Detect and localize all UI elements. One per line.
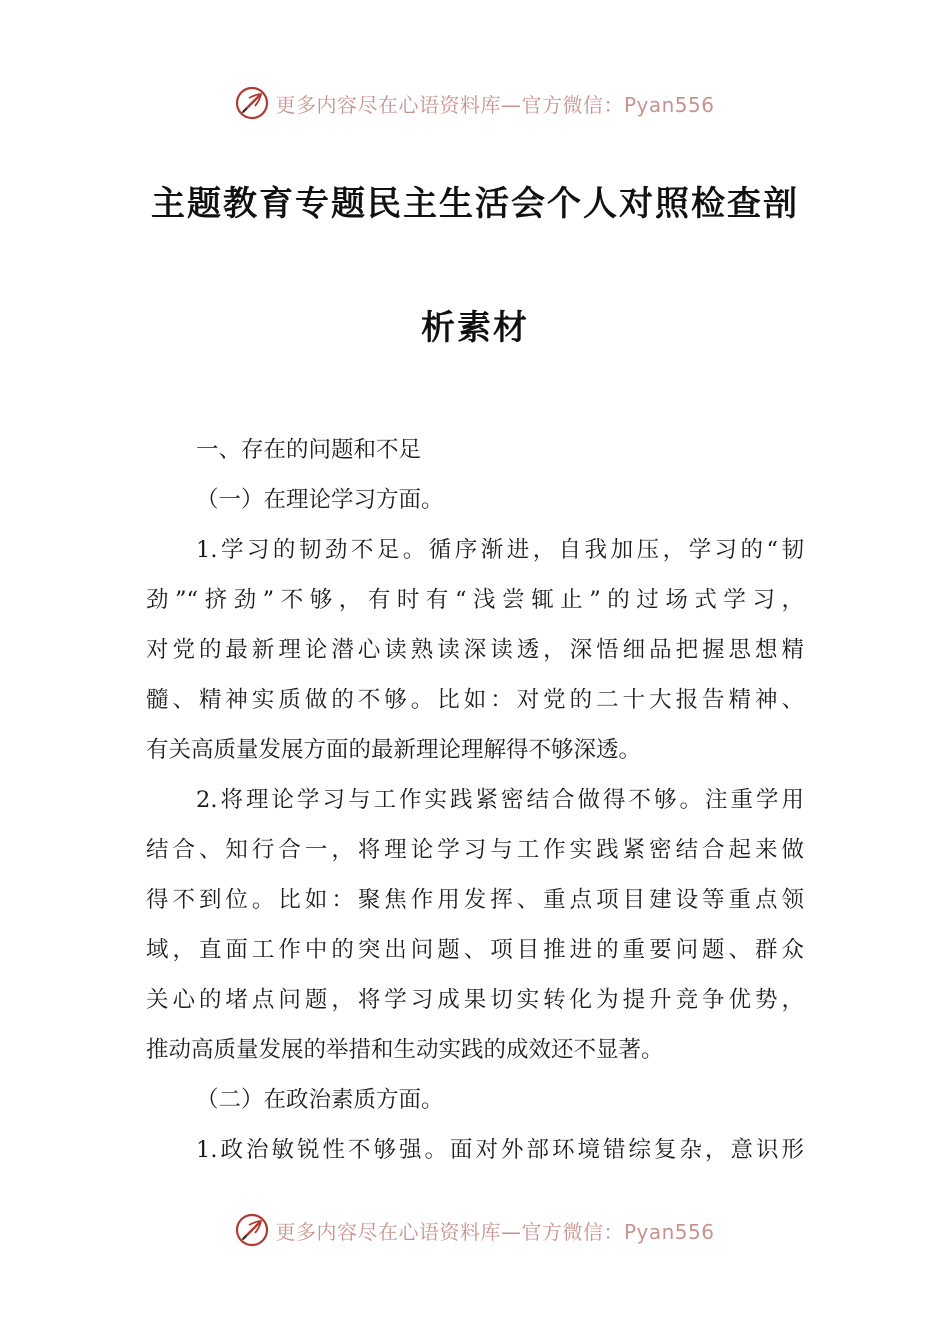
paragraph-line: 1.政治敏锐性不够强。面对外部环境错综复杂，意识形 — [196, 1137, 804, 1163]
document-title-line-2: 析素材 — [421, 308, 529, 348]
paragraph-line: 髓、精神实质做的不够。比如：对党的二十大报告精神、 — [146, 687, 804, 713]
paragraph-line: 得不到位。比如：聚焦作用发挥、重点项目建设等重点领 — [146, 887, 804, 913]
watermark-text: 更多内容尽在心语资料库—官方微信：Pyan556 — [275, 92, 715, 117]
paragraph-line: 结合、知行合一，将理论学习与工作实践紧密结合起来做 — [146, 837, 804, 863]
quill-logo-icon — [235, 1213, 269, 1247]
paragraph-line: 劲”“挤劲”不够，有时有“浅尝辄止”的过场式学习， — [146, 587, 804, 613]
watermark-banner-bottom — [0, 1210, 950, 1250]
paragraph-line: 1.学习的韧劲不足。循序渐进，自我加压，学习的“韧 — [196, 537, 804, 563]
paragraph-line: 2.将理论学习与工作实践紧密结合做得不够。注重学用 — [196, 787, 804, 813]
document-title-line-1: 主题教育专题民主生活会个人对照检查剖 — [151, 184, 799, 224]
watermark-text: 更多内容尽在心语资料库—官方微信：Pyan556 — [275, 1219, 715, 1244]
paragraph-line: 对党的最新理论潜心读熟读深读透，深悟细品把握思想精 — [146, 637, 804, 663]
subsection-heading: （二）在政治素质方面。 — [196, 1087, 444, 1113]
paragraph-line: 有关高质量发展方面的最新理论理解得不够深透。 — [146, 737, 642, 763]
subsection-heading: （一）在理论学习方面。 — [196, 487, 444, 513]
section-heading: 一、存在的问题和不足 — [196, 437, 422, 463]
paragraph-line: 关心的堵点问题，将学习成果切实转化为提升竞争优势， — [146, 987, 804, 1013]
paragraph-line: 推动高质量发展的举措和生动实践的成效还不显著。 — [146, 1037, 664, 1063]
watermark-banner-top — [0, 83, 950, 123]
paragraph-line: 域，直面工作中的突出问题、项目推进的重要问题、群众 — [146, 937, 804, 963]
quill-logo-icon — [235, 86, 269, 120]
